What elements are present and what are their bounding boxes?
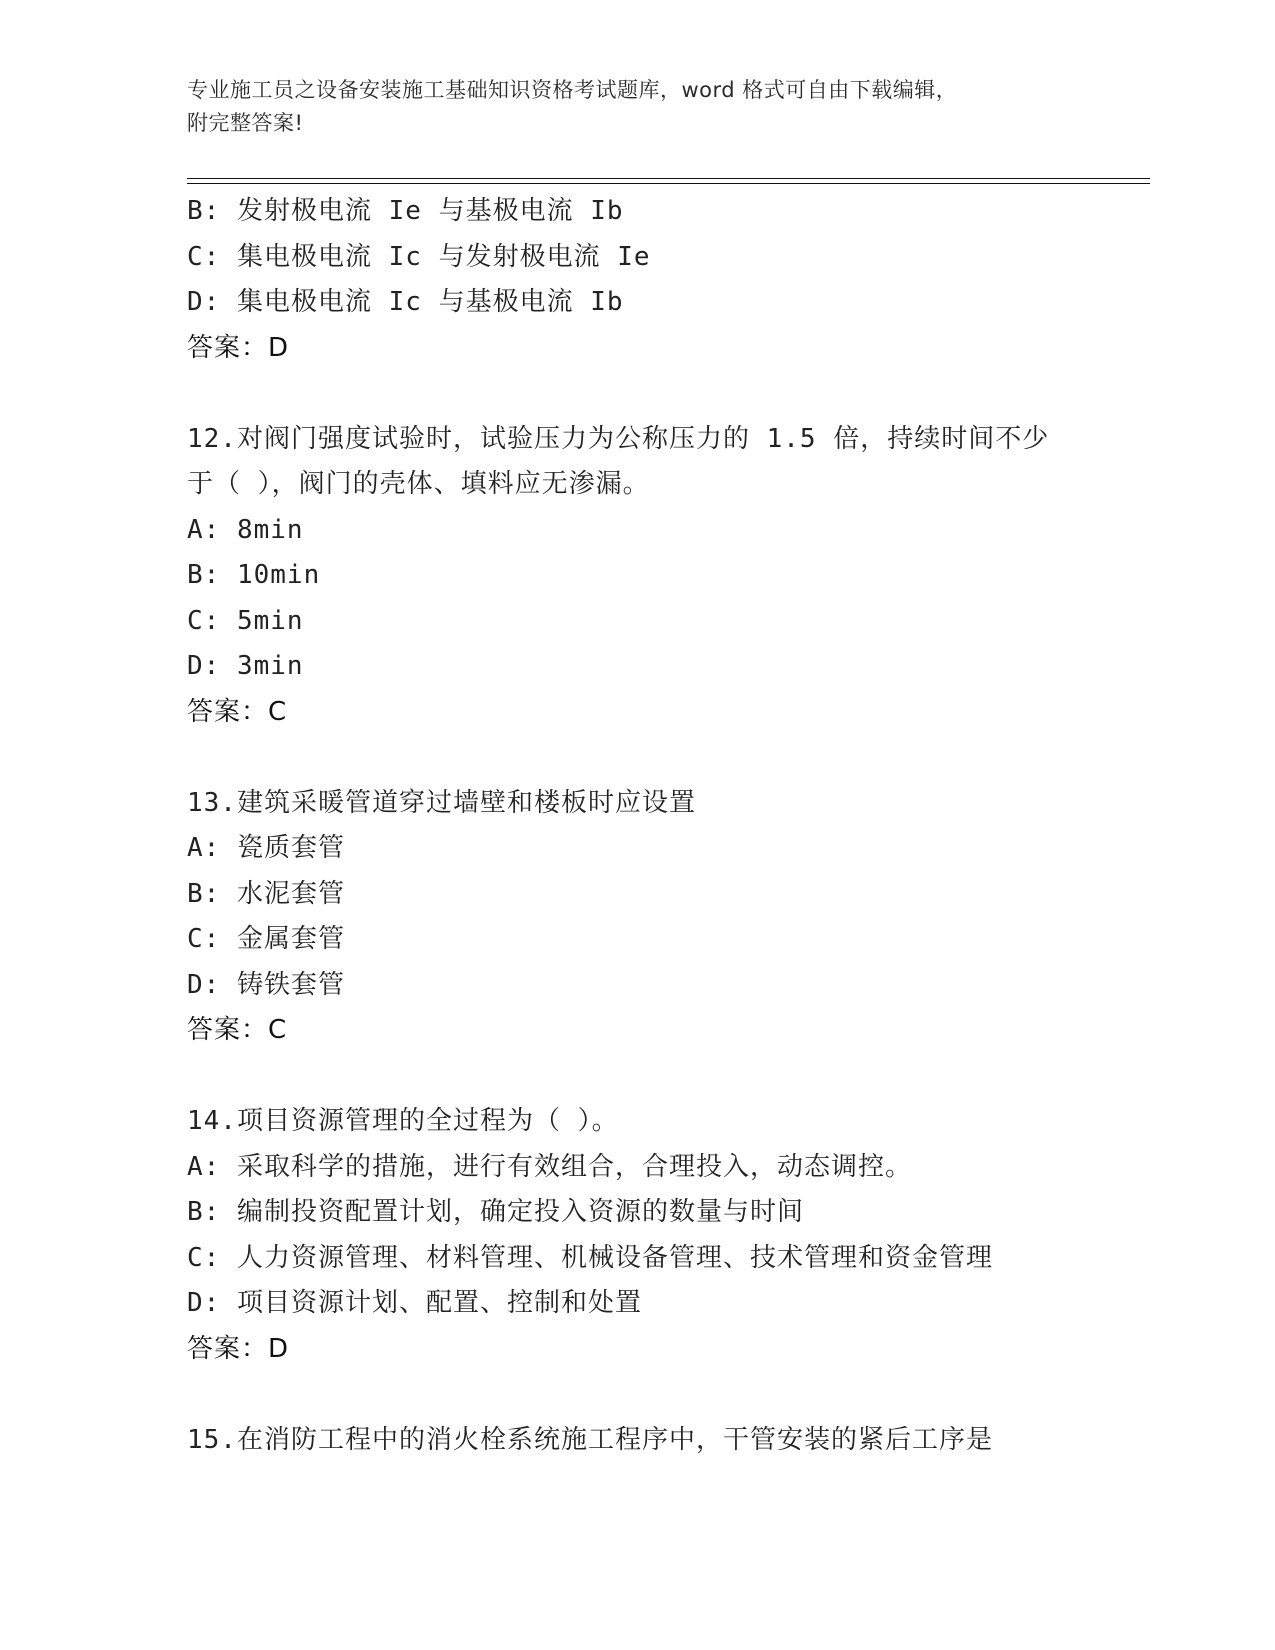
document-header (187, 74, 1087, 140)
question-stem: 15.在消防工程中的消火栓系统施工程序中，干管安装的紧后工序是 (187, 1424, 993, 1455)
option-d: D: 铸铁套管 (187, 969, 345, 1000)
spacer (187, 371, 1150, 417)
question-14 (187, 1099, 1150, 1372)
option-b: B: 10min (187, 560, 321, 590)
answer: 答案：C (187, 1015, 288, 1045)
option-d: D: 集电极电流 Ic 与基极电流 Ib (187, 287, 624, 317)
option-a: A: 采取科学的措施，进行有效组合，合理投入，动态调控。 (187, 1151, 912, 1182)
header-line-1: 专业施工员之设备安装施工基础知识资格考试题库，word 格式可自由下载编辑， (187, 78, 958, 102)
option-c: C: 5min (187, 605, 304, 636)
header-line-2: 附完整答案! (187, 111, 304, 135)
question-15 (187, 1418, 1150, 1464)
spacer (187, 1054, 1150, 1100)
question-stem: 14.项目资源管理的全过程为（ ）。 (187, 1106, 619, 1136)
question-stem-continued: 于（ ），阀门的壳体、填料应无渗漏。 (187, 469, 650, 499)
spacer (187, 735, 1150, 781)
answer: 答案：C (187, 696, 288, 727)
option-a: A: 瓷质套管 (187, 833, 345, 863)
answer: 答案：D (187, 332, 290, 363)
question-stem: 12.对阀门强度试验时，试验压力为公称压力的 1.5 倍，持续时间不少 (187, 423, 1050, 454)
question-12 (187, 417, 1150, 736)
question-13 (187, 781, 1150, 1054)
option-d: D: 3min (187, 651, 304, 681)
option-c: C: 金属套管 (187, 924, 345, 954)
option-a: A: 8min (187, 514, 304, 545)
header-divider-top (187, 178, 1150, 179)
header-divider-bottom (187, 183, 1150, 184)
option-b: B: 水泥套管 (187, 878, 345, 909)
option-c: C: 人力资源管理、材料管理、机械设备管理、技术管理和资金管理 (187, 1242, 993, 1273)
answer: 答案：D (187, 1333, 290, 1364)
option-c: C: 集电极电流 Ic 与发射极电流 Ie (187, 241, 651, 272)
question-stem: 13.建筑采暖管道穿过墙壁和楼板时应设置 (187, 787, 696, 818)
option-b: B: 编制投资配置计划，确定投入资源的数量与时间 (187, 1197, 804, 1227)
option-b: B: 发射极电流 Ie 与基极电流 Ib (187, 196, 624, 226)
question-11 (187, 189, 1150, 371)
question-list (187, 189, 1150, 1463)
option-d: D: 项目资源计划、配置、控制和处置 (187, 1288, 642, 1318)
spacer (187, 1372, 1150, 1418)
